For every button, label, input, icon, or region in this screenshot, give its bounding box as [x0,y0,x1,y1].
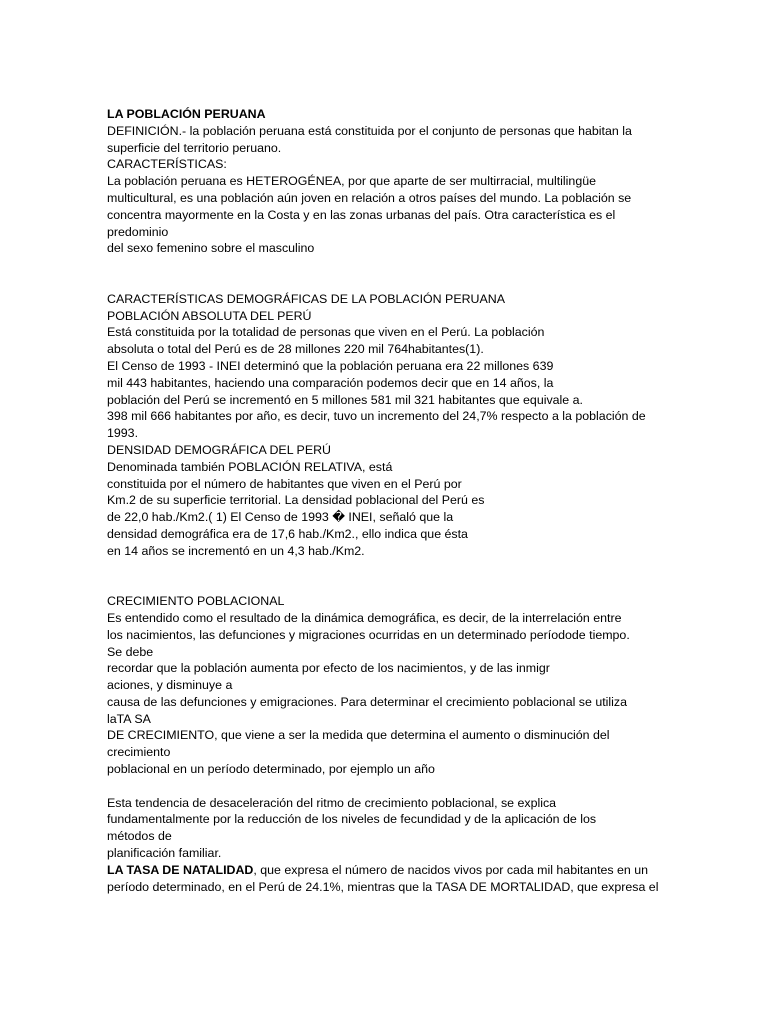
paragraph-line: métodos de [107,829,172,844]
paragraph-line: absoluta o total del Perú es de 28 millones 220 mil 764habitantes(1). [107,342,484,357]
subsection-heading: DENSIDAD DEMOGRÁFICA DEL PERÚ [107,442,331,457]
paragraph-line: laTA SA [107,711,151,726]
paragraph-line: Está constituida por la totalidad de personas que viven en el Perú. La población [107,325,545,340]
paragraph-line: población del Perú se incrementó en 5 millones 581 mil 321 habitantes que equivale a. [107,392,583,407]
paragraph-line: planificación familiar. [107,846,222,861]
section-crecimiento-poblacional [107,593,667,778]
blank-line [107,257,667,274]
paragraph-line: mil 443 habitantes, haciendo una comparación podemos decir que en 14 años, la [107,375,554,390]
subsection-heading: POBLACIÓN ABSOLUTA DEL PERÚ [107,308,312,323]
paragraph-line: Se debe [107,644,154,659]
paragraph-line: fundamentalmente por la reducción de los niveles de fecundidad y de la aplicación de los [107,812,597,827]
paragraph-line: predominio [107,224,169,239]
paragraph-line: causa de las defunciones y emigraciones. Para determinar el crecimiento poblacional se utiliza [107,694,627,709]
paragraph-line: en 14 años se incrementó en un 4,3 hab./Km2. [107,543,365,558]
natalidad-term: LA TASA DE NATALIDAD [107,862,254,877]
paragraph-line: 1993. [107,426,139,441]
paragraph-line: del sexo femenino sobre el masculino [107,241,315,256]
document-page [107,106,667,895]
section-caracteristicas-demograficas [107,291,667,560]
section-heading: CRECIMIENTO POBLACIONAL [107,594,285,609]
paragraph-line: de 22,0 hab./Km2.( 1) El Censo de 1993 � INEI, señaló que la [107,510,454,525]
section-heading: CARACTERÍSTICAS DEMOGRÁFICAS DE LA POBLACIÓN PERUANA [107,291,505,306]
paragraph-line: DEFINICIÓN.- la población peruana está constituida por el conjunto de personas que habitan la [107,123,632,138]
section-definicion [107,123,667,257]
document-title: LA POBLACIÓN PERUANA [107,107,266,121]
paragraph-line: Km.2 de su superficie territorial. La densidad poblacional del Perú es [107,493,485,508]
paragraph-line: concentra mayormente en la Costa y en las zonas urbanas del país. Otra característica es el [107,207,616,222]
paragraph-line: Denominada también POBLACIÓN RELATIVA, está [107,459,393,474]
blank-line [107,274,667,291]
paragraph-line: poblacional en un período determinado, por ejemplo un año [107,762,435,777]
paragraph-line: Esta tendencia de desaceleración del ritmo de crecimiento poblacional, se explica [107,795,557,810]
blank-line [107,576,667,593]
paragraph-line: superficie del territorio peruano. [107,140,282,155]
paragraph-line: densidad demográfica era de 17,6 hab./Km2., ello indica que ésta [107,526,468,541]
paragraph-line: El Censo de 1993 - INEI determinó que la población peruana era 22 millones 639 [107,358,554,373]
paragraph-line: multicultural, es una población aún joven en relación a otros países del mundo. La población se [107,190,632,205]
blank-line [107,560,667,577]
paragraph-line-natalidad [107,862,667,879]
paragraph-line: aciones, y disminuye a [107,678,233,693]
paragraph-line: CARACTERÍSTICAS: [107,157,227,172]
paragraph-line: constituida por el número de habitantes que viven en el Perú por [107,476,462,491]
paragraph-line: 398 mil 666 habitantes por año, es decir, tuvo un incremento del 24,7% respecto a la población de [107,409,646,424]
paragraph-line: Es entendido como el resultado de la dinámica demográfica, es decir, de la interrelación entre [107,610,622,625]
paragraph-line: La población peruana es HETEROGÉNEA, por que aparte de ser multirracial, multilingüe [107,174,596,189]
paragraph-line: los nacimientos, las defunciones y migraciones ocurridas en un determinado períodode tiempo. [107,627,630,642]
natalidad-text: , que expresa el número de nacidos vivos por cada mil habitantes en un [253,862,649,877]
blank-line [107,778,667,795]
paragraph-line: recordar que la población aumenta por efecto de los nacimientos, y de las inmigr [107,661,550,676]
paragraph-line: DE CRECIMIENTO, que viene a ser la medida que determina el aumento o disminución del [107,728,610,743]
paragraph-line: período determinado, en el Perú de 24.1%, mientras que la TASA DE MORTALIDAD, que expresa el [107,879,659,894]
paragraph-line: crecimiento [107,745,171,760]
section-desaceleracion [107,795,667,896]
